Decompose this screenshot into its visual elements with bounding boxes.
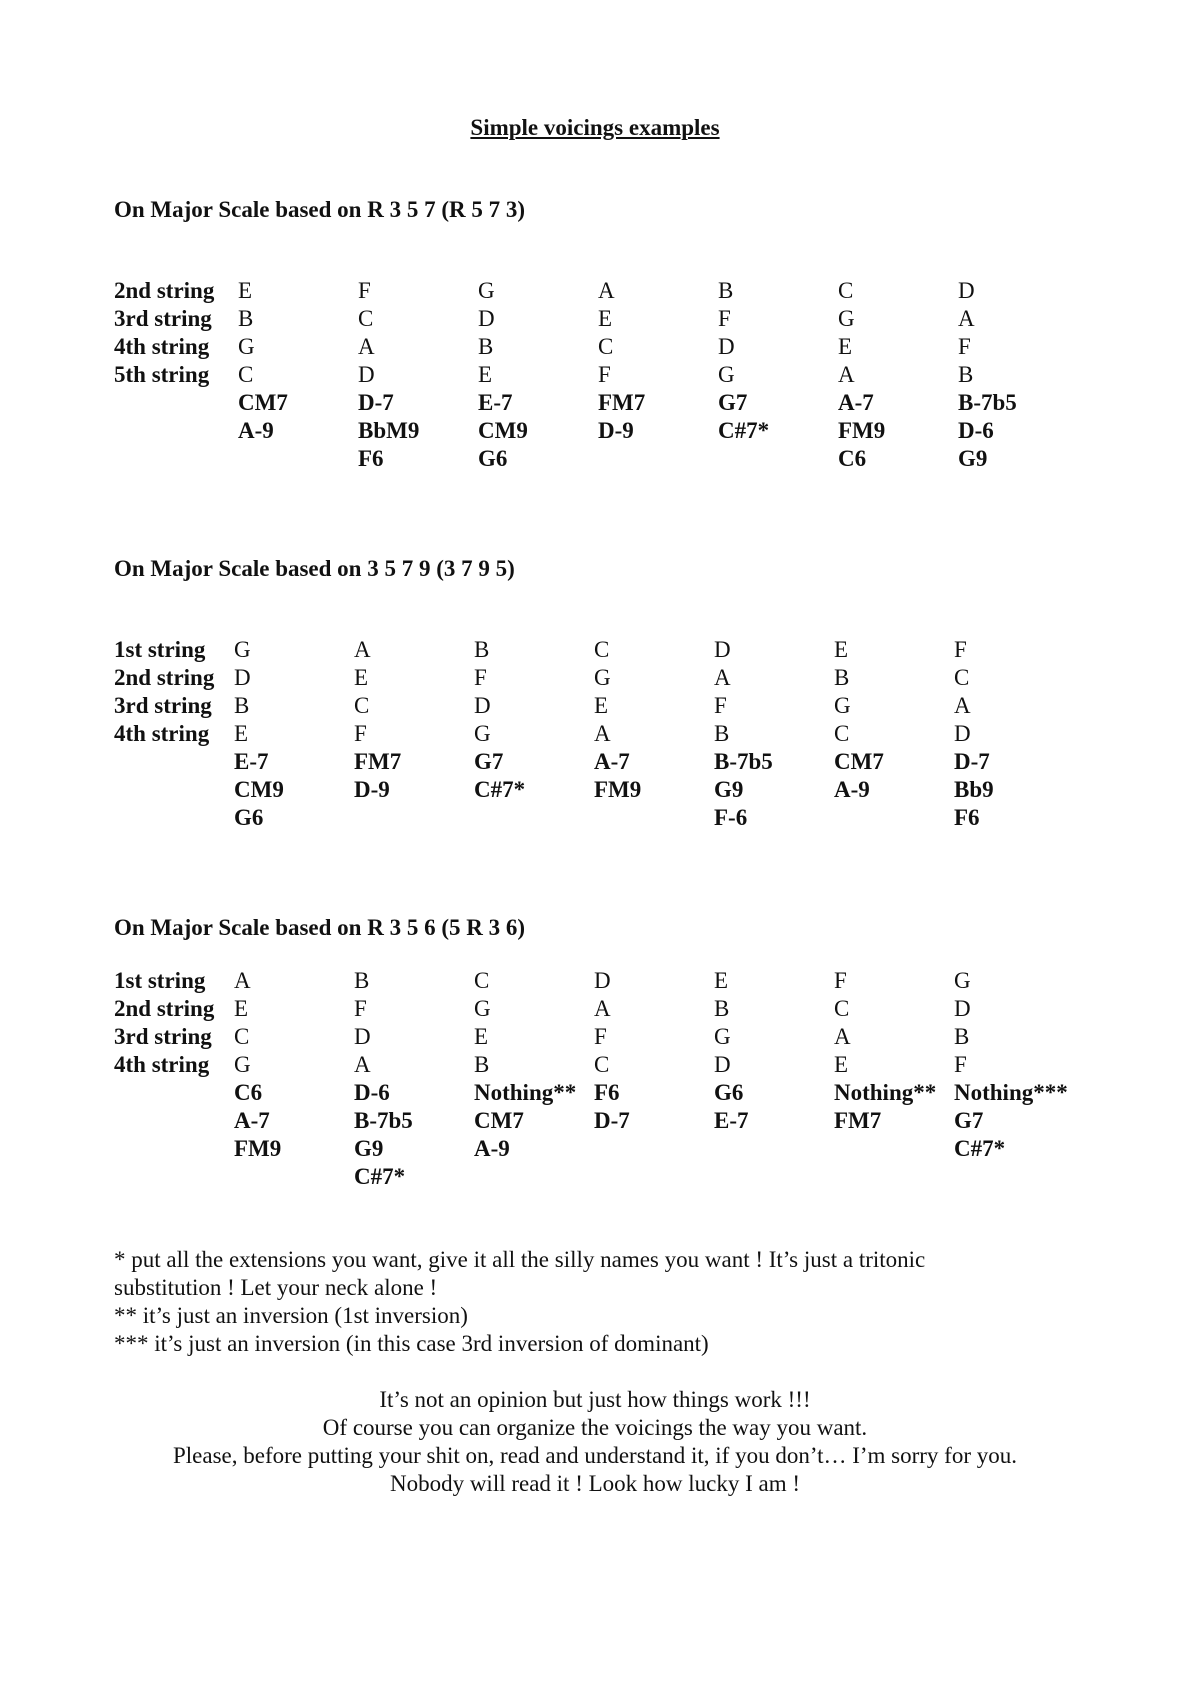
section-heading-1: On Major Scale based on R 3 5 7 (R 5 7 3) bbox=[114, 197, 526, 222]
chord-name: D-6 bbox=[354, 1080, 390, 1105]
chord-name: A-9 bbox=[834, 777, 870, 802]
note-cell: A bbox=[714, 665, 731, 690]
note-cell: A bbox=[594, 996, 611, 1021]
note-cell: C bbox=[594, 1052, 610, 1077]
string-label: 3rd string bbox=[114, 693, 212, 718]
note-cell: C bbox=[834, 996, 850, 1021]
note-cell: G bbox=[954, 968, 971, 993]
note-cell: E bbox=[598, 306, 613, 331]
chord-name: D-9 bbox=[354, 777, 390, 802]
note-cell: F bbox=[354, 996, 367, 1021]
chord-name: CM9 bbox=[234, 777, 284, 802]
chord-name: G9 bbox=[958, 446, 988, 471]
note-cell: D bbox=[234, 665, 251, 690]
string-label: 5th string bbox=[114, 362, 210, 387]
note-cell: D bbox=[354, 1024, 371, 1049]
chord-name: B-7b5 bbox=[714, 749, 773, 774]
chord-name: G7 bbox=[954, 1108, 984, 1133]
note-cell: D bbox=[714, 637, 731, 662]
chord-name: B-7b5 bbox=[354, 1108, 413, 1133]
note-cell: E bbox=[238, 278, 253, 303]
note-cell: D bbox=[954, 996, 971, 1021]
note-cell: E bbox=[474, 1024, 489, 1049]
chord-name: Nothing** bbox=[474, 1080, 577, 1105]
note-cell: E bbox=[834, 637, 849, 662]
note-cell: C bbox=[354, 693, 370, 718]
note-cell: A bbox=[958, 306, 975, 331]
string-label: 2nd string bbox=[114, 278, 215, 303]
note-cell: G bbox=[714, 1024, 731, 1049]
note-cell: D bbox=[958, 278, 975, 303]
note-cell: D bbox=[954, 721, 971, 746]
chord-name: E-7 bbox=[234, 749, 269, 774]
note-cell: F bbox=[958, 334, 971, 359]
note-cell: B bbox=[354, 968, 370, 993]
chord-name: Bb9 bbox=[954, 777, 994, 802]
chord-name: C#7* bbox=[474, 777, 526, 802]
chord-name: E-7 bbox=[714, 1108, 749, 1133]
note-cell: B bbox=[478, 334, 494, 359]
chord-name: D-9 bbox=[598, 418, 634, 443]
note-cell: B bbox=[954, 1024, 970, 1049]
note-cell: G bbox=[238, 334, 255, 359]
chord-name: G9 bbox=[714, 777, 744, 802]
chord-name: A-7 bbox=[838, 390, 874, 415]
note-cell: A bbox=[594, 721, 611, 746]
closing-line-4: Nobody will read it ! Look how lucky I am ! bbox=[389, 1471, 801, 1496]
note-cell: F bbox=[354, 721, 367, 746]
note-cell: G bbox=[474, 721, 491, 746]
note-cell: F bbox=[594, 1024, 607, 1049]
note-cell: A bbox=[598, 278, 615, 303]
section-heading-2: On Major Scale based on 3 5 7 9 (3 7 9 5) bbox=[114, 556, 515, 581]
string-label: 4th string bbox=[114, 334, 210, 359]
chord-name: E-7 bbox=[478, 390, 513, 415]
chord-name: G6 bbox=[234, 805, 264, 830]
chord-name: FM9 bbox=[838, 418, 886, 443]
note-cell: B bbox=[238, 306, 254, 331]
string-label: 4th string bbox=[114, 1052, 210, 1077]
string-label: 2nd string bbox=[114, 996, 215, 1021]
note-cell: G bbox=[234, 637, 251, 662]
footnotes bbox=[114, 1246, 1014, 1358]
string-label: 3rd string bbox=[114, 306, 212, 331]
note-cell: A bbox=[354, 637, 371, 662]
closing-remarks bbox=[0, 1386, 1190, 1498]
note-cell: C bbox=[834, 721, 850, 746]
note-cell: C bbox=[954, 665, 970, 690]
note-cell: B bbox=[714, 996, 730, 1021]
note-cell: E bbox=[234, 721, 249, 746]
chord-name: Nothing** bbox=[834, 1080, 937, 1105]
note-cell: E bbox=[838, 334, 853, 359]
note-cell: G bbox=[834, 693, 851, 718]
footnote-3: *** it’s just an inversion (in this case 3rd inversion of dominant) bbox=[114, 1331, 709, 1356]
note-cell: B bbox=[474, 1052, 490, 1077]
note-cell: A bbox=[358, 334, 375, 359]
string-label: 3rd string bbox=[114, 1024, 212, 1049]
chord-name: F-6 bbox=[714, 805, 748, 830]
chord-name: C#7* bbox=[354, 1164, 406, 1189]
chord-name: CM7 bbox=[834, 749, 884, 774]
note-cell: B bbox=[718, 278, 734, 303]
chord-name: D-7 bbox=[954, 749, 990, 774]
note-cell: G bbox=[594, 665, 611, 690]
chord-name: FM7 bbox=[834, 1108, 882, 1133]
note-cell: B bbox=[234, 693, 250, 718]
note-cell: A bbox=[954, 693, 971, 718]
note-cell: C bbox=[474, 968, 490, 993]
chord-name: D-7 bbox=[358, 390, 394, 415]
closing-line-1: It’s not an opinion but just how things work !!! bbox=[379, 1387, 811, 1412]
chord-name: FM9 bbox=[234, 1136, 282, 1161]
note-cell: A bbox=[834, 1024, 851, 1049]
chord-name: G7 bbox=[474, 749, 504, 774]
note-cell: F bbox=[718, 306, 731, 331]
note-cell: G bbox=[234, 1052, 251, 1077]
note-cell: G bbox=[474, 996, 491, 1021]
note-cell: F bbox=[358, 278, 371, 303]
note-cell: B bbox=[474, 637, 490, 662]
chord-name: CM7 bbox=[474, 1108, 524, 1133]
note-cell: C bbox=[598, 334, 614, 359]
note-cell: C bbox=[358, 306, 374, 331]
chord-name: G6 bbox=[714, 1080, 744, 1105]
note-cell: C bbox=[594, 637, 610, 662]
note-cell: C bbox=[838, 278, 854, 303]
note-cell: F bbox=[954, 637, 967, 662]
chord-name: CM9 bbox=[478, 418, 528, 443]
string-label: 1st string bbox=[114, 637, 206, 662]
chord-name: C#7* bbox=[954, 1136, 1006, 1161]
chord-name: A-7 bbox=[234, 1108, 270, 1133]
note-cell: B bbox=[834, 665, 850, 690]
note-cell: G bbox=[478, 278, 495, 303]
chord-name: A-7 bbox=[594, 749, 630, 774]
note-cell: C bbox=[234, 1024, 250, 1049]
note-cell: F bbox=[474, 665, 487, 690]
note-cell: A bbox=[234, 968, 251, 993]
note-cell: F bbox=[714, 693, 727, 718]
note-cell: E bbox=[478, 362, 493, 387]
note-cell: G bbox=[838, 306, 855, 331]
chord-name: G9 bbox=[354, 1136, 384, 1161]
note-cell: D bbox=[474, 693, 491, 718]
note-cell: B bbox=[714, 721, 730, 746]
note-cell: D bbox=[718, 334, 735, 359]
chord-name: C#7* bbox=[718, 418, 770, 443]
chord-name: D-6 bbox=[958, 418, 994, 443]
string-label: 2nd string bbox=[114, 665, 215, 690]
voicing-table-1 bbox=[114, 277, 1094, 501]
chord-name: A-9 bbox=[474, 1136, 510, 1161]
chord-name: C6 bbox=[234, 1080, 263, 1105]
note-cell: F bbox=[954, 1052, 967, 1077]
chord-name: F6 bbox=[954, 805, 980, 830]
chord-name: G7 bbox=[718, 390, 748, 415]
chord-name: FM7 bbox=[598, 390, 646, 415]
note-cell: E bbox=[354, 665, 369, 690]
note-cell: B bbox=[958, 362, 974, 387]
chord-name: B-7b5 bbox=[958, 390, 1017, 415]
voicing-table-2 bbox=[114, 636, 1094, 860]
note-cell: A bbox=[354, 1052, 371, 1077]
note-cell: D bbox=[478, 306, 495, 331]
chord-name: FM7 bbox=[354, 749, 402, 774]
note-cell: E bbox=[834, 1052, 849, 1077]
voicing-table-3 bbox=[114, 967, 1094, 1191]
footnote-1: * put all the extensions you want, give it all the silly names you want ! It’s just a tritonic substitution ! Let your neck alone ! bbox=[114, 1247, 926, 1300]
chord-name: FM9 bbox=[594, 777, 642, 802]
note-cell: E bbox=[594, 693, 609, 718]
chord-name: D-7 bbox=[594, 1108, 630, 1133]
chord-name: Nothing*** bbox=[954, 1080, 1068, 1105]
note-cell: G bbox=[718, 362, 735, 387]
page-title: Simple voicings examples bbox=[470, 115, 720, 140]
note-cell: E bbox=[714, 968, 729, 993]
note-cell: F bbox=[834, 968, 847, 993]
note-cell: F bbox=[598, 362, 611, 387]
note-cell: D bbox=[358, 362, 375, 387]
chord-name: F6 bbox=[358, 446, 384, 471]
closing-line-3: Please, before putting your shit on, read and understand it, if you don’t… I’m sorry for you. bbox=[172, 1443, 1017, 1468]
note-cell: C bbox=[238, 362, 254, 387]
chord-name: A-9 bbox=[238, 418, 274, 443]
string-label: 4th string bbox=[114, 721, 210, 746]
string-label: 1st string bbox=[114, 968, 206, 993]
note-cell: A bbox=[838, 362, 855, 387]
note-cell: D bbox=[594, 968, 611, 993]
section-heading-3: On Major Scale based on R 3 5 6 (5 R 3 6) bbox=[114, 915, 526, 940]
chord-name: CM7 bbox=[238, 390, 288, 415]
note-cell: E bbox=[234, 996, 249, 1021]
note-cell: D bbox=[714, 1052, 731, 1077]
footnote-2: ** it’s just an inversion (1st inversion) bbox=[114, 1303, 468, 1328]
chord-name: F6 bbox=[594, 1080, 620, 1105]
chord-name: C6 bbox=[838, 446, 867, 471]
closing-line-2: Of course you can organize the voicings the way you want. bbox=[322, 1415, 868, 1440]
chord-name: G6 bbox=[478, 446, 508, 471]
chord-name: BbM9 bbox=[358, 418, 420, 443]
